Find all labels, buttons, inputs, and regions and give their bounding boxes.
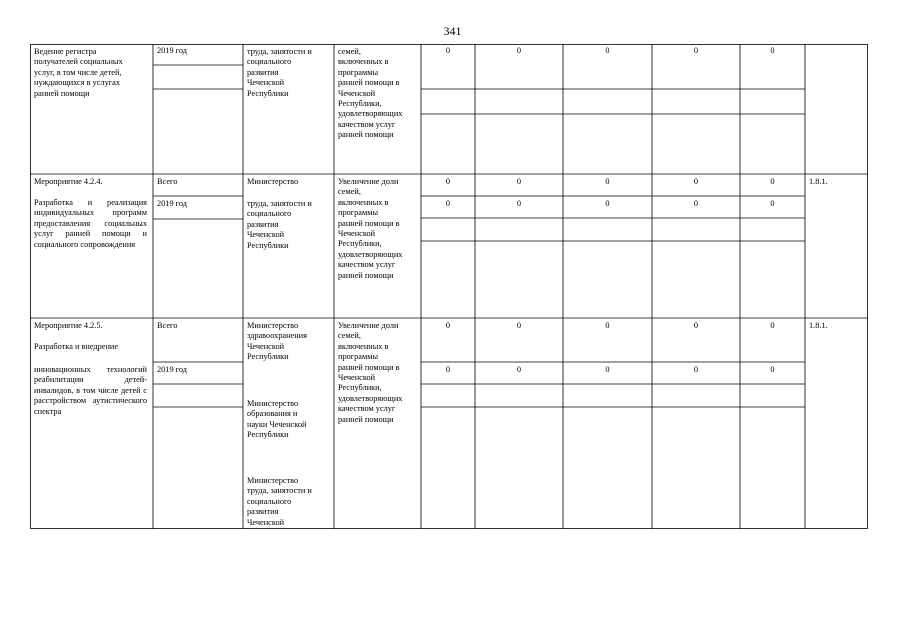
value-2t-1: 0: [445, 177, 451, 186]
executor-cell-2: труда, занятости и социального развития Чеченской Республики: [247, 199, 312, 250]
value-3t-4: 0: [693, 321, 699, 330]
executor-health-3: Министерство здравоохранения Чеченской Республики: [247, 321, 307, 362]
value-3y-5: 0: [770, 365, 775, 374]
value-3t-2: 0: [516, 321, 522, 330]
value-3y-4: 0: [693, 365, 699, 374]
value-1-2: 0: [516, 46, 522, 55]
code-cell-3: 1.8.1.: [809, 321, 828, 330]
value-3t-1: 0: [445, 321, 451, 330]
measure-sub-3: Разработка и внедрение: [34, 342, 119, 351]
indicator-cell-3: Увеличение доли семей, включенных в программы ранней помощи в Чеченской Республики, удовлетворяющих качеством услуг ранней помощи: [338, 321, 403, 424]
year-cell-1: 2019 год: [157, 46, 187, 55]
table-grid-lines: [30, 44, 868, 529]
executor-labor-3: Министерство труда, занятости и социального развития Чеченской: [247, 476, 312, 527]
value-2y-2: 0: [516, 199, 522, 208]
value-2y-5: 0: [770, 199, 775, 208]
value-3t-3: 0: [605, 321, 610, 330]
value-2t-4: 0: [693, 177, 699, 186]
code-cell-2: 1.8.1.: [809, 177, 828, 186]
executor-title-2: Министерство: [247, 177, 299, 186]
program-table: [30, 44, 868, 529]
value-1-5: 0: [770, 46, 775, 55]
value-2y-3: 0: [605, 199, 610, 208]
value-1-1: 0: [445, 46, 451, 55]
value-1-3: 0: [605, 46, 610, 55]
year-cell-2: 2019 год: [157, 199, 187, 208]
value-1-4: 0: [693, 46, 699, 55]
value-2y-4: 0: [693, 199, 699, 208]
value-3y-3: 0: [605, 365, 610, 374]
measure-title-3: Мероприятие 4.2.5.: [34, 321, 103, 330]
value-3y-1: 0: [445, 365, 451, 374]
indicator-cell-1: семей, включенных в программы ранней помощи в Чеченской Республики, удовлетворяющих качеством услуг ранней помощи: [338, 47, 403, 140]
measure-desc-2: Разработка и реализация индивидуальных программ предоставления социальных услуг ранней помощи и социального сопровождения: [34, 198, 147, 249]
indicator-cell-2: Увеличение доли семей, включенных в программы ранней помощи в Чеченской Республики, удовлетворяющих качеством услуг ранней помощи: [338, 177, 403, 280]
measure-desc-3: инновационных технологий реабилитации детей-инвалидов, в том числе детей с расстройством аутистического спектра: [34, 365, 147, 416]
value-2y-1: 0: [445, 199, 451, 208]
value-2t-3: 0: [605, 177, 610, 186]
year-total-cell-2: Всего: [157, 177, 178, 186]
value-3t-5: 0: [770, 321, 775, 330]
year-total-cell-3: Всего: [157, 321, 178, 330]
value-2t-2: 0: [516, 177, 522, 186]
value-3y-2: 0: [516, 365, 522, 374]
measure-cell-1: Ведение регистра получателей социальных услуг, в том числе детей, нуждающихся в услугах ранней помощи: [34, 47, 123, 98]
year-cell-3: 2019 год: [157, 365, 187, 374]
executor-cell-1: труда, занятости и социального развития Чеченской Республики: [247, 47, 312, 98]
page-number: 341: [443, 24, 462, 38]
executor-education-3: Министерство образования и науки Чеченской Республики: [247, 399, 307, 440]
measure-title-2: Мероприятие 4.2.4.: [34, 177, 103, 186]
value-2t-5: 0: [770, 177, 775, 186]
